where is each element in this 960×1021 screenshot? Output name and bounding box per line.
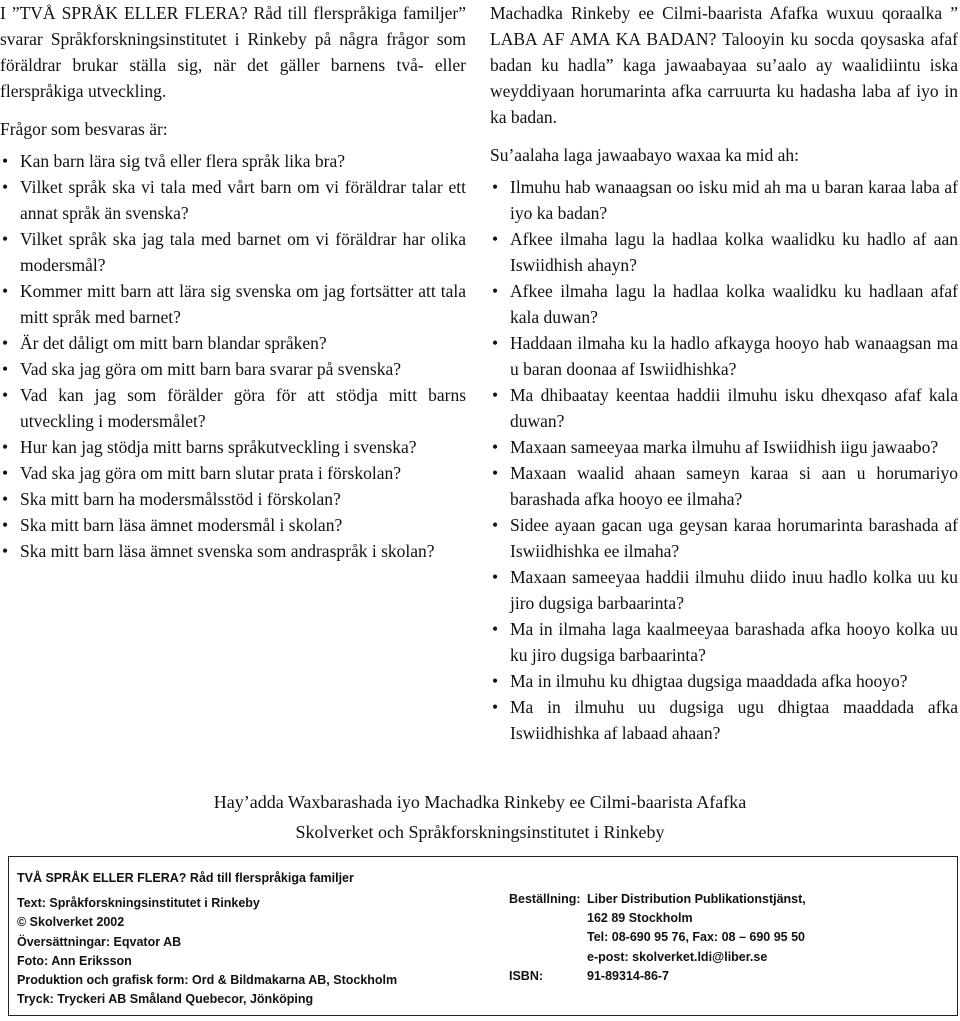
list-item: • Vad ska jag göra om mitt barn bara svarar på svenska? [0,356,466,382]
list-item: • Vad kan jag som förälder göra för att stödja mitt barns utveckling i modersmålet? [0,382,466,434]
list-item: • Ma in ilmuhu ku dhigtaa dugsiga maaddada afka hooyo? [490,668,958,694]
credits-left [17,869,397,1009]
list-item: • Ska mitt barn läsa ämnet modersmål i skolan? [0,512,466,538]
credit-line: Foto: Ann Eriksson [17,953,132,968]
credit-line: © Skolverket 2002 [17,915,125,930]
credit-line: Produktion och grafisk form: Ord & Bildmakarna AB, Stockholm [17,973,398,988]
list-item: • Kommer mitt barn att lära sig svenska om jag fortsätter att tala mitt språk med barnet? [0,278,466,330]
list-item: • Är det dåligt om mitt barn blandar språken? [0,330,466,356]
order-line: Tel: 08-690 95 76, Fax: 08 – 690 95 50 [587,930,805,945]
list-item: • Vilket språk ska vi tala med vårt barn om vi föräldrar talar ett annat språk än svenska? [0,174,466,226]
credits-box [8,856,958,1016]
swedish-intro: I ”TVÅ SPRÅK ELLER FLERA? Råd till flerspråkiga familjer” svarar Språkforskningsinstitutet i Rinkeby på några frågor som föräldrar brukar ställa sig, när det gäller barnens två- eller flerspråkiga utveckling. [0,3,466,101]
list-item: • Ska mitt barn ha modersmålsstöd i förskolan? [0,486,466,512]
list-item: • Afkee ilmaha lagu la hadlaa kolka waalidku ku hadlo af aan Iswiidhish ahayn? [490,226,958,278]
somali-column [490,0,958,746]
publisher-line-somali: Hay’adda Waxbarashada iyo Machadka Rinkeby ee Cilmi-baarista Afafka [213,792,747,812]
somali-subheading: Su’aalaha laga jawaabayo waxaa ka mid ah: [490,145,800,165]
swedish-column [0,0,466,564]
isbn-value: 91-89314-86-7 [587,968,670,983]
somali-intro: Machadka Rinkeby ee Cilmi-baarista Afafka wuxuu qoraalka ” LABA AF AMA KA BADAN? Talooyin ku socda qoysaska afaf badan ku hadla” kaga jawaabayaa su’aalo ay waalidiintu iska weyddiyaan horumarinta afka carruurta ku hadasha laba af iyo in ka badan. [490,3,958,127]
list-item: • Afkee ilmaha lagu la hadlaa kolka waalidku ku hadlaan afaf kala duwan? [490,278,958,330]
list-item: • Maxaan sameeyaa haddii ilmuhu diido inuu hadlo kolka uu ku jiro dugsiga barbaarinta? [490,564,958,616]
list-item: • Vilket språk ska jag tala med barnet om vi föräldrar har olika modersmål? [0,226,466,278]
publisher-line-swedish: Skolverket och Språkforskningsinstitutet i Rinkeby [295,822,665,842]
swedish-subheading: Frågor som besvaras är: [0,119,168,139]
order-line: Liber Distribution Publikationstjänst, [587,892,806,906]
order-label: Beställning: [509,892,581,906]
list-item: • Hur kan jag stödja mitt barns språkutveckling i svenska? [0,434,466,460]
credit-line: Översättningar: Eqvator AB [17,934,182,949]
credits-right [509,890,806,986]
isbn-label: ISBN: [509,968,544,983]
list-item: • Maxaan waalid ahaan sameyn karaa si aan u horumariyo barashada afka hooyo ee ilmaha? [490,460,958,512]
order-line: 162 89 Stockholm [587,911,693,926]
list-item: • Ska mitt barn läsa ämnet svenska som andraspråk i skolan? [0,538,466,564]
list-item: • Ma in ilmaha laga kaalmeeyaa barashada afka hooyo kolka uu ku jiro dugsiga barbaarinta? [490,616,958,668]
list-item: • Kan barn lära sig två eller flera språk lika bra? [0,148,466,174]
list-item: • Ma dhibaatay keentaa haddii ilmuhu isku dhexqaso afaf kala duwan? [490,382,958,434]
credit-line: Tryck: Tryckeri AB Småland Quebecor, Jönköping [17,992,314,1007]
list-item: • Ma in ilmuhu uu dugsiga ugu dhigtaa maaddada afka Iswiidhishka af labaad ahaan? [490,694,958,746]
somali-question-list [490,174,958,746]
list-item: • Ilmuhu hab wanaagsan oo isku mid ah ma u baran karaa laba af iyo ka badan? [490,174,958,226]
list-item: • Haddaan ilmaha ku la hadlo afkayga hooyo hab wanaagsan ma u baran doonaa af Iswiidhishka? [490,330,958,382]
list-item: • Maxaan sameeyaa marka ilmuhu af Iswiidhish iigu jawaabo? [490,434,958,460]
credit-line: Text: Språkforskningsinstitutet i Rinkeby [17,896,260,911]
list-item: • Vad ska jag göra om mitt barn slutar prata i förskolan? [0,460,466,486]
swedish-question-list [0,148,466,564]
order-line: e-post: skolverket.ldi@liber.se [587,949,768,964]
credits-title: TVÅ SPRÅK ELLER FLERA? Råd till flerspråkiga familjer [17,871,354,885]
list-item: • Sidee ayaan gacan uga geysan karaa horumarinta barashada af Iswiidhishka ee ilmaha? [490,512,958,564]
